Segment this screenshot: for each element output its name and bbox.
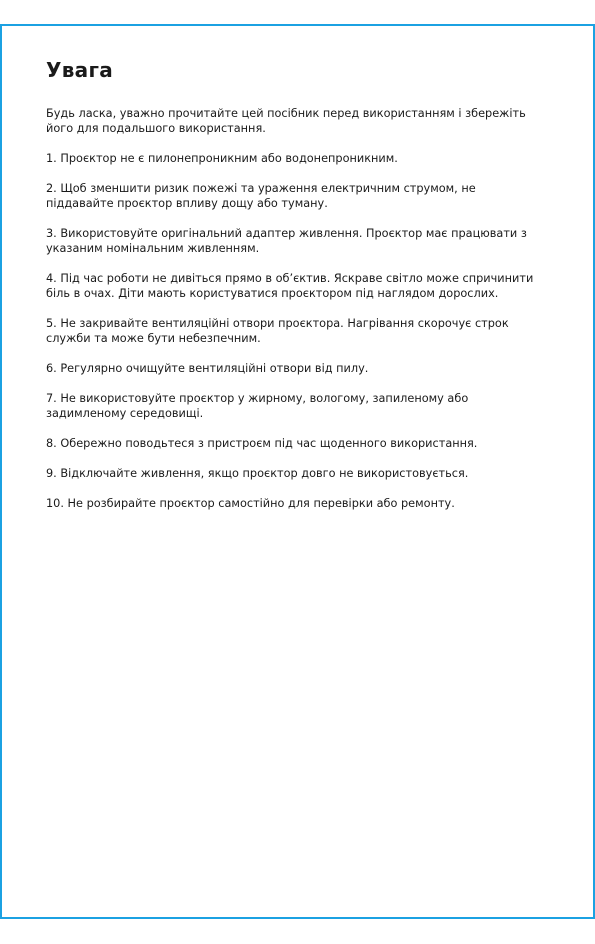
warning-item-2: 2. Щоб зменшити ризик пожежі та ураження електричним струмом, не піддавайте проєктор впливу дощу або туману. — [46, 182, 476, 210]
warning-item-8: 8. Обережно поводьтеся з пристроєм під час щоденного використання. — [46, 437, 478, 450]
warning-item-7: 7. Не використовуйте проєктор у жирному, вологому, запиленому або задимленому середовищі. — [46, 392, 469, 420]
intro-paragraph: Будь ласка, уважно прочитайте цей посібник перед використанням і збережіть його для подальшого використання. — [46, 107, 526, 135]
warning-item-1: 1. Проєктор не є пилонепроникним або водонепроникним. — [46, 152, 398, 165]
warning-item-5: 5. Не закривайте вентиляційні отвори проєктора. Нагрівання скорочує строк служби та може бути небезпечним. — [46, 317, 509, 345]
warning-item-10: 10. Не розбирайте проєктор самостійно для перевірки або ремонту. — [46, 497, 455, 510]
page-title: Увага — [46, 58, 114, 82]
warning-item-9: 9. Відключайте живлення, якщо проєктор довго не використовується. — [46, 467, 469, 480]
page-frame — [0, 24, 595, 919]
page-content — [46, 58, 546, 526]
warning-item-4: 4. Під час роботи не дивіться прямо в об’єктив. Яскраве світло може спричинити біль в очах. Діти мають користуватися проєктором під наглядом дорослих. — [46, 272, 534, 300]
warning-item-3: 3. Використовуйте оригінальний адаптер живлення. Проєктор має працювати з указаним номінальним живленням. — [46, 227, 527, 255]
warning-item-6: 6. Регулярно очищуйте вентиляційні отвори від пилу. — [46, 362, 369, 375]
